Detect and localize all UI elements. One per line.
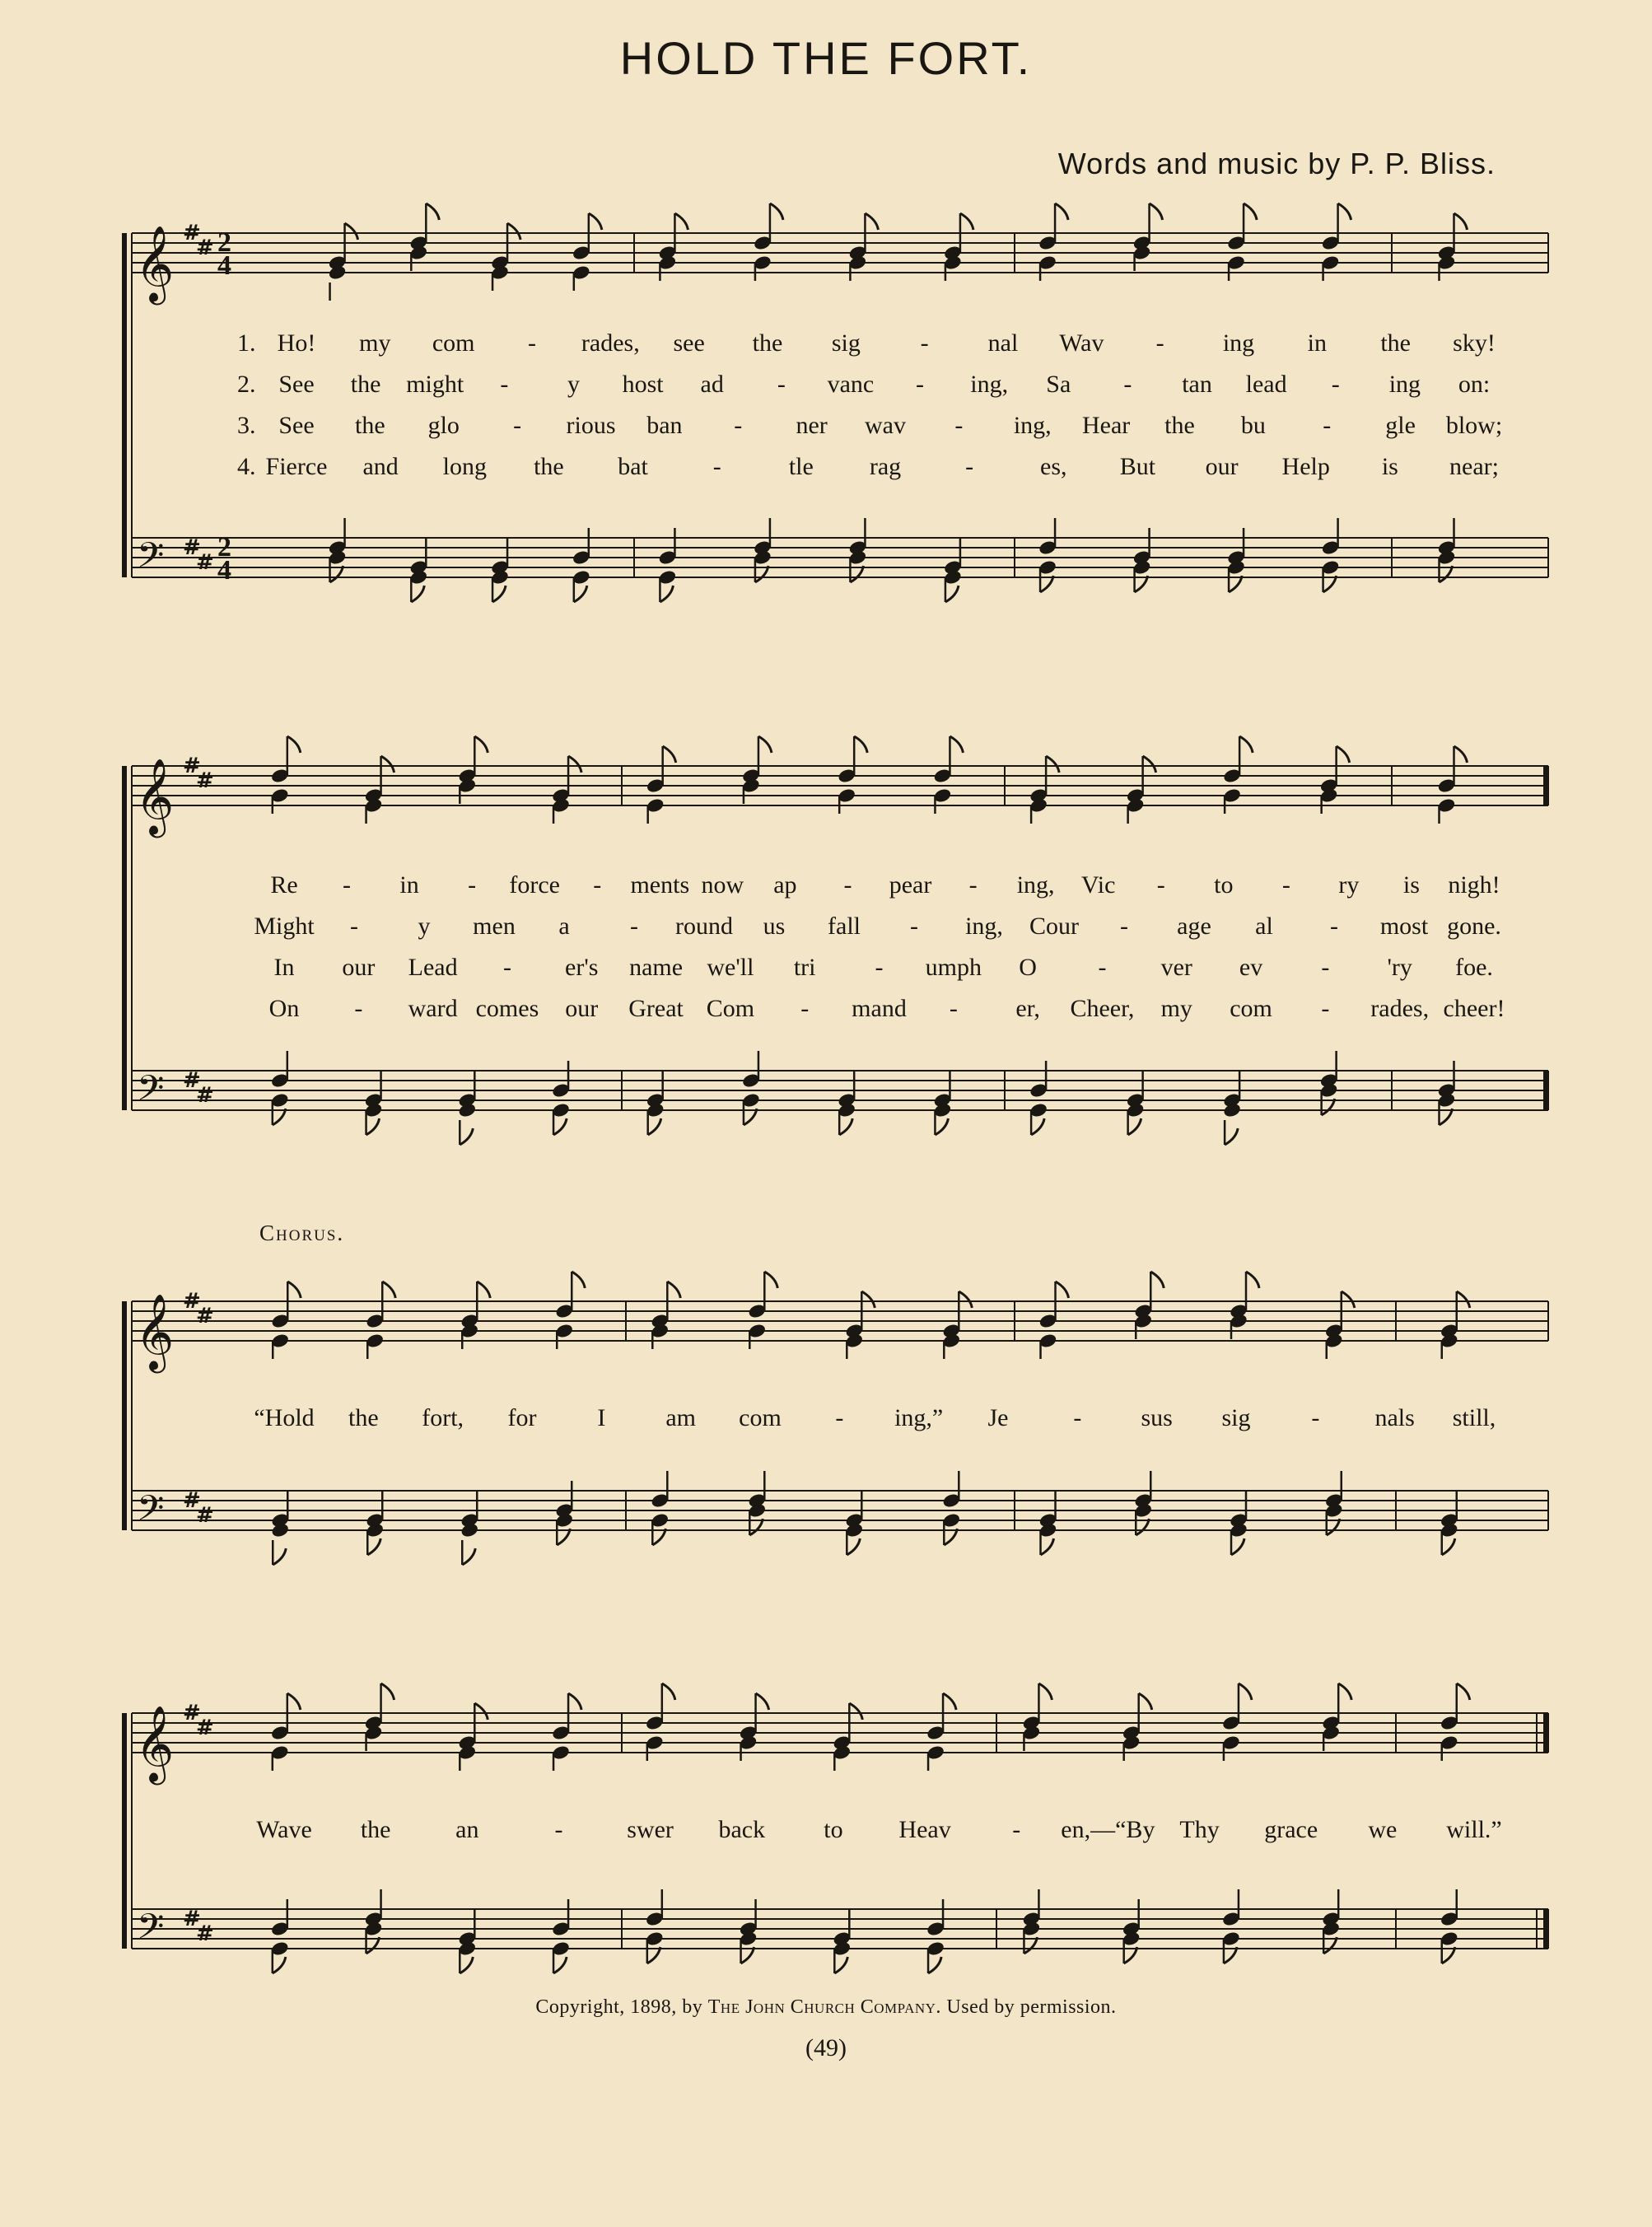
note-flag xyxy=(959,1291,972,1308)
lyric-syllable: sig xyxy=(1221,1404,1251,1431)
lyric-hyphen: - xyxy=(910,913,918,940)
lyric-syllable: er's xyxy=(565,954,599,981)
lyric-syllable: Je xyxy=(987,1404,1009,1431)
lyric-syllable: en,—“By xyxy=(1061,1816,1155,1843)
lyric-hyphen: - xyxy=(554,1816,563,1843)
note-flag xyxy=(839,1118,852,1135)
treble-clef-icon: 𝄞 xyxy=(135,225,175,301)
lyric-syllable: round xyxy=(675,913,733,940)
lyric-syllable: long xyxy=(442,453,487,480)
lyric-syllable: the xyxy=(752,329,783,357)
lyric-syllable: Vic xyxy=(1080,871,1116,899)
bass-clef-icon: 𝄢 xyxy=(137,1907,165,1956)
lyric-hyphen: - xyxy=(734,412,743,439)
lyric-syllable: ev xyxy=(1239,954,1263,981)
lyric-syllable: 'ry xyxy=(1387,954,1412,981)
note-flag xyxy=(1454,213,1468,230)
note-flag xyxy=(1231,1538,1244,1555)
note-flag xyxy=(834,1957,847,1973)
lyric-hyphen: - xyxy=(1123,371,1132,398)
lyric-syllable: y xyxy=(418,913,431,940)
note-flag xyxy=(865,213,878,230)
final-bar-line xyxy=(1543,1071,1549,1110)
lyric-syllable: ry xyxy=(1338,871,1360,899)
lyric-syllable: on: xyxy=(1458,371,1491,398)
lyric-syllable: See xyxy=(278,412,315,439)
note-flag xyxy=(1031,1118,1044,1135)
lyric-syllable: umph xyxy=(925,954,982,981)
time-signature-bottom: 4 xyxy=(217,250,231,281)
chorus-label: Chorus. xyxy=(259,1221,345,1245)
lyric-hyphen: - xyxy=(593,871,602,899)
lyric-syllable: our xyxy=(1205,453,1239,480)
note-flag xyxy=(1457,1291,1470,1308)
lyric-syllable: the xyxy=(355,412,385,439)
time-signature-bottom: 4 xyxy=(217,555,231,586)
system-brace xyxy=(122,233,127,577)
note-flag xyxy=(568,1693,581,1710)
note-flag xyxy=(381,1683,394,1700)
lyric-syllable: Lead xyxy=(408,954,458,981)
sharp-icon: # xyxy=(183,1907,201,1931)
lyric-hyphen: - xyxy=(1321,995,1330,1022)
lyric-syllable: nigh! xyxy=(1448,871,1500,899)
lyric-syllable: Help xyxy=(1281,453,1330,480)
lyric-syllable: swer xyxy=(627,1816,674,1843)
verse-number: 2. xyxy=(237,371,256,398)
lyric-hyphen: - xyxy=(968,871,978,899)
lyric-hyphen: - xyxy=(712,453,721,480)
note-flag xyxy=(574,586,587,602)
note-flag xyxy=(770,203,783,220)
lyric-syllable: the xyxy=(1380,329,1411,357)
lyric-syllable: still, xyxy=(1452,1404,1496,1431)
note-flag xyxy=(460,1128,473,1145)
lyric-syllable: But xyxy=(1119,453,1156,480)
lyric-syllable: ing, xyxy=(1013,412,1052,439)
lyric-syllable: ing, xyxy=(965,913,1003,940)
lyric-syllable: blow; xyxy=(1445,412,1503,439)
lyric-syllable: ward xyxy=(408,995,458,1022)
lyric-hyphen: - xyxy=(630,913,638,940)
lyric-syllable: the xyxy=(534,453,564,480)
lyric-syllable: ner xyxy=(796,412,828,439)
note-flag xyxy=(849,1703,862,1720)
lyric-syllable: bat xyxy=(618,453,648,480)
note-flag xyxy=(426,203,439,220)
lyric-syllable: com xyxy=(1230,995,1272,1022)
note-flag xyxy=(1143,756,1156,773)
lyric-syllable: On xyxy=(268,995,300,1022)
verse-number: 3. xyxy=(237,412,256,439)
time-signature-top: 2 xyxy=(217,227,231,258)
note-flag xyxy=(553,1118,567,1135)
lyric-syllable: tri xyxy=(793,954,816,981)
note-flag xyxy=(928,1957,941,1973)
note-flag xyxy=(273,1548,286,1565)
note-flag xyxy=(847,1538,860,1555)
lyric-syllable: host xyxy=(622,371,664,398)
lyric-syllable: O xyxy=(1019,954,1037,981)
sharp-icon: # xyxy=(183,221,201,245)
lyric-syllable: Ho! xyxy=(277,329,316,357)
lyric-hyphen: - xyxy=(1323,412,1332,439)
note-flag xyxy=(477,1282,490,1298)
note-flag xyxy=(1046,756,1059,773)
lyric-syllable: force xyxy=(509,871,561,899)
note-flag xyxy=(861,1291,875,1308)
lyric-syllable: gone. xyxy=(1447,913,1501,940)
lyric-syllable: sig xyxy=(831,329,861,357)
page-number: (49) xyxy=(805,2034,847,2061)
lyric-hyphen: - xyxy=(468,871,477,899)
sharp-icon: # xyxy=(196,1921,214,1946)
lyric-syllable: comes xyxy=(475,995,539,1022)
lyric-syllable: glo xyxy=(427,412,460,439)
note-flag xyxy=(462,1548,475,1565)
lyric-syllable: for xyxy=(507,1404,537,1431)
lyric-syllable: Cour xyxy=(1029,913,1079,940)
note-flag xyxy=(1246,1272,1259,1288)
lyric-syllable: near; xyxy=(1449,453,1499,480)
lyric-syllable: the xyxy=(348,1404,379,1431)
lyric-syllable: we xyxy=(1368,1816,1398,1843)
note-flag xyxy=(1457,1683,1470,1700)
note-flag xyxy=(660,586,673,602)
lyric-hyphen: - xyxy=(1331,371,1340,398)
lyric-syllable: our xyxy=(342,954,376,981)
lyric-hyphen: - xyxy=(1321,954,1330,981)
lyric-syllable: bu xyxy=(1240,412,1266,439)
system-brace xyxy=(122,766,127,1110)
treble-clef-icon: 𝄞 xyxy=(135,1293,175,1370)
note-flag xyxy=(381,756,394,773)
lyric-syllable: ban xyxy=(646,412,683,439)
lyric-syllable: ver xyxy=(1160,954,1192,981)
lyric-hyphen: - xyxy=(1155,329,1164,357)
sharp-icon: # xyxy=(196,768,214,793)
lyric-syllable: ing, xyxy=(1016,871,1055,899)
lyric-syllable: Cheer, xyxy=(1070,995,1135,1022)
note-flag xyxy=(667,1282,680,1298)
lyric-syllable: nal xyxy=(987,329,1019,357)
lyric-syllable: ing,” xyxy=(894,1404,944,1431)
lyric-syllable: er, xyxy=(1015,995,1040,1022)
note-flag xyxy=(663,746,676,763)
lyric-hyphen: - xyxy=(1156,871,1165,899)
copyright-company: The John Church Company. xyxy=(707,1996,941,2018)
lyric-syllable: ing xyxy=(1222,329,1255,357)
lyric-syllable: fort, xyxy=(422,1404,464,1431)
lyric-syllable: rades, xyxy=(1370,995,1430,1022)
lyric-syllable: ing xyxy=(1388,371,1421,398)
lyric-syllable: com xyxy=(432,329,475,357)
note-flag xyxy=(273,1957,286,1973)
note-flag xyxy=(1150,203,1163,220)
lyric-syllable: Fierce xyxy=(265,453,328,480)
note-flag xyxy=(854,736,867,753)
note-flag xyxy=(1139,1693,1152,1710)
sharp-icon: # xyxy=(196,1083,214,1108)
note-flag xyxy=(382,1282,395,1298)
note-flag xyxy=(1225,1128,1238,1145)
lyric-syllable: Hear xyxy=(1081,412,1131,439)
sharp-icon: # xyxy=(196,1304,214,1328)
lyric-syllable: com xyxy=(739,1404,782,1431)
lyric-hyphen: - xyxy=(1120,913,1128,940)
sharp-icon: # xyxy=(196,236,214,260)
lyric-syllable: nals xyxy=(1374,1404,1415,1431)
treble-clef-icon: 𝄞 xyxy=(135,758,175,834)
sharp-icon: # xyxy=(183,535,201,560)
sharp-icon: # xyxy=(183,1488,201,1513)
lyric-hyphen: - xyxy=(965,453,974,480)
note-flag xyxy=(1337,746,1350,763)
note-flag xyxy=(287,1282,301,1298)
lyric-syllable: See xyxy=(278,371,315,398)
note-flag xyxy=(492,586,506,602)
lyric-syllable: name xyxy=(629,954,684,981)
sharp-icon: # xyxy=(183,754,201,778)
note-flag xyxy=(1244,203,1257,220)
lyric-syllable: a xyxy=(558,913,570,940)
lyric-hyphen: - xyxy=(1098,954,1107,981)
lyric-syllable: mand xyxy=(852,995,907,1022)
lyric-syllable: gle xyxy=(1385,412,1416,439)
note-flag xyxy=(507,223,520,240)
lyric-syllable: the xyxy=(360,1816,391,1843)
lyric-syllable: rious xyxy=(566,412,616,439)
system-brace xyxy=(122,1713,127,1949)
note-flag xyxy=(553,1957,567,1973)
note-flag xyxy=(960,213,973,230)
sharp-icon: # xyxy=(196,550,214,575)
lyric-syllable: vanc xyxy=(827,371,875,398)
note-flag xyxy=(1442,1538,1455,1555)
lyric-syllable: the xyxy=(1164,412,1195,439)
lyric-syllable: men xyxy=(473,913,516,940)
sharp-icon: # xyxy=(196,1503,214,1528)
note-flag xyxy=(1041,1538,1054,1555)
lyric-syllable: our xyxy=(565,995,599,1022)
note-flag xyxy=(1038,1683,1052,1700)
note-flag xyxy=(945,586,959,602)
copyright-notice xyxy=(0,1996,1652,2019)
lyric-syllable: and xyxy=(362,453,399,480)
lyric-syllable: an xyxy=(455,1816,479,1843)
lyric-syllable: lead xyxy=(1245,371,1287,398)
lyric-syllable: Heav xyxy=(898,1816,951,1843)
lyric-hyphen: - xyxy=(354,995,363,1022)
note-flag xyxy=(758,736,772,753)
note-flag xyxy=(1239,1683,1252,1700)
lyric-hyphen: - xyxy=(777,371,786,398)
note-flag xyxy=(1338,203,1351,220)
lyric-syllable: tle xyxy=(788,453,814,480)
lyric-syllable: to xyxy=(824,1816,843,1843)
lyric-syllable: In xyxy=(273,954,295,981)
lyric-hyphen: - xyxy=(528,329,536,357)
note-flag xyxy=(460,1957,473,1973)
bass-clef-icon: 𝄢 xyxy=(137,1068,165,1118)
lyric-syllable: am xyxy=(665,1404,696,1431)
lyric-syllable: Sa xyxy=(1046,371,1071,398)
note-flag xyxy=(572,1272,585,1288)
lyric-syllable: sky! xyxy=(1453,329,1496,357)
note-flag xyxy=(1150,1272,1164,1288)
note-flag xyxy=(411,586,424,602)
note-flag xyxy=(1128,1118,1141,1135)
note-flag xyxy=(1055,203,1068,220)
lyric-hyphen: - xyxy=(800,995,810,1022)
note-flag xyxy=(366,1118,380,1135)
final-bar-line xyxy=(1543,766,1549,805)
lyric-syllable: to xyxy=(1214,871,1234,899)
lyric-hyphen: - xyxy=(1311,1404,1320,1431)
lyric-syllable: is xyxy=(1381,453,1398,480)
note-flag xyxy=(764,1272,777,1288)
lyric-syllable: Re xyxy=(270,871,298,899)
lyric-syllable: I xyxy=(597,1404,606,1431)
lyric-syllable: most xyxy=(1379,913,1429,940)
lyric-syllable: ments xyxy=(630,871,690,899)
lyric-hyphen: - xyxy=(502,954,511,981)
lyric-hyphen: - xyxy=(843,871,852,899)
bass-clef-icon: 𝄢 xyxy=(137,535,165,585)
lyric-syllable: my xyxy=(1160,995,1192,1022)
lyric-syllable: might xyxy=(406,371,464,398)
treble-clef-icon: 𝄞 xyxy=(135,1705,175,1781)
lyric-syllable: see xyxy=(673,329,705,357)
note-flag xyxy=(662,1683,675,1700)
note-flag xyxy=(950,736,963,753)
lyric-syllable: ad xyxy=(700,371,724,398)
lyric-syllable: Wave xyxy=(256,1816,312,1843)
note-flag xyxy=(648,1118,661,1135)
lyric-syllable: Wav xyxy=(1059,329,1104,357)
lyric-hyphen: - xyxy=(1330,913,1338,940)
lyric-hyphen: - xyxy=(875,954,884,981)
lyric-syllable: pear xyxy=(889,871,932,899)
verse-number: 4. xyxy=(237,453,256,480)
note-flag xyxy=(1056,1282,1069,1298)
song-title: HOLD THE FORT. xyxy=(619,32,1033,84)
sharp-icon: # xyxy=(183,1289,201,1314)
copyright-suffix: Used by permission. xyxy=(946,1996,1117,2018)
note-flag xyxy=(568,756,581,773)
composer-credit: Words and music by P. P. Bliss. xyxy=(1057,147,1496,180)
lyric-syllable: age xyxy=(1177,913,1211,940)
lyric-syllable: ing, xyxy=(970,371,1009,398)
time-signature-top: 2 xyxy=(217,532,231,563)
note-flag xyxy=(474,736,488,753)
lyric-syllable: we'll xyxy=(707,954,754,981)
lyric-syllable: wav xyxy=(865,412,906,439)
verse-number: 1. xyxy=(237,329,256,357)
note-flag xyxy=(474,1703,488,1720)
lyric-hyphen: - xyxy=(350,913,358,940)
lyric-hyphen: - xyxy=(920,329,929,357)
lyric-syllable: tan xyxy=(1182,371,1212,398)
lyric-syllable: rades, xyxy=(581,329,640,357)
note-flag xyxy=(1454,746,1468,763)
lyric-syllable: is xyxy=(1402,871,1420,899)
lyric-syllable: fall xyxy=(828,913,861,940)
note-flag xyxy=(1239,736,1253,753)
sharp-icon: # xyxy=(183,1068,201,1093)
lyric-syllable: cheer! xyxy=(1443,995,1505,1022)
bass-clef-icon: 𝄢 xyxy=(137,1488,165,1538)
note-flag xyxy=(345,223,358,240)
sharp-icon: # xyxy=(183,1701,201,1725)
note-flag xyxy=(287,736,301,753)
lyric-syllable: now xyxy=(701,871,744,899)
lyric-hyphen: - xyxy=(343,871,352,899)
lyric-syllable: Thy xyxy=(1179,1816,1220,1843)
lyric-syllable: us xyxy=(763,913,786,940)
lyric-syllable: Great xyxy=(628,995,684,1022)
lyric-syllable: al xyxy=(1255,913,1273,940)
note-flag xyxy=(674,213,688,230)
lyric-syllable: the xyxy=(350,371,381,398)
final-bar-line xyxy=(1543,1713,1549,1753)
note-flag xyxy=(589,213,602,230)
lyric-syllable: grace xyxy=(1264,1816,1318,1843)
lyric-hyphen: - xyxy=(949,995,958,1022)
lyric-syllable: y xyxy=(567,371,580,398)
lyric-hyphen: - xyxy=(1073,1404,1082,1431)
note-flag xyxy=(756,1693,769,1710)
lyric-hyphen: - xyxy=(513,412,522,439)
final-bar-line xyxy=(1543,1909,1549,1949)
lyric-syllable: will.” xyxy=(1446,1816,1502,1843)
lyric-syllable: Com xyxy=(706,995,755,1022)
note-flag xyxy=(943,1693,956,1710)
sharp-icon: # xyxy=(196,1716,214,1740)
note-flag xyxy=(1338,1683,1351,1700)
note-flag xyxy=(287,1693,301,1710)
lyric-hyphen: - xyxy=(954,412,964,439)
note-flag xyxy=(1342,1291,1355,1308)
lyric-hyphen: - xyxy=(1012,1816,1021,1843)
note-flag xyxy=(367,1538,380,1555)
lyric-syllable: es, xyxy=(1040,453,1067,480)
lyric-syllable: sus xyxy=(1141,1404,1173,1431)
lyric-syllable: ap xyxy=(773,871,797,899)
lyric-syllable: in xyxy=(399,871,419,899)
copyright-prefix: Copyright, 1898, by xyxy=(535,1996,703,2018)
lyric-syllable: Might xyxy=(254,913,315,940)
lyric-syllable: rag xyxy=(869,453,902,480)
lyric-syllable: back xyxy=(718,1816,766,1843)
lyric-syllable: in xyxy=(1307,329,1327,357)
lyric-syllable: foe. xyxy=(1455,954,1493,981)
note-flag xyxy=(935,1118,948,1135)
lyric-syllable: “Hold xyxy=(254,1404,315,1431)
lyric-hyphen: - xyxy=(1281,871,1290,899)
system-brace xyxy=(122,1301,127,1530)
lyric-hyphen: - xyxy=(500,371,509,398)
lyric-syllable: my xyxy=(359,329,391,357)
lyric-hyphen: - xyxy=(916,371,925,398)
lyric-hyphen: - xyxy=(835,1404,844,1431)
